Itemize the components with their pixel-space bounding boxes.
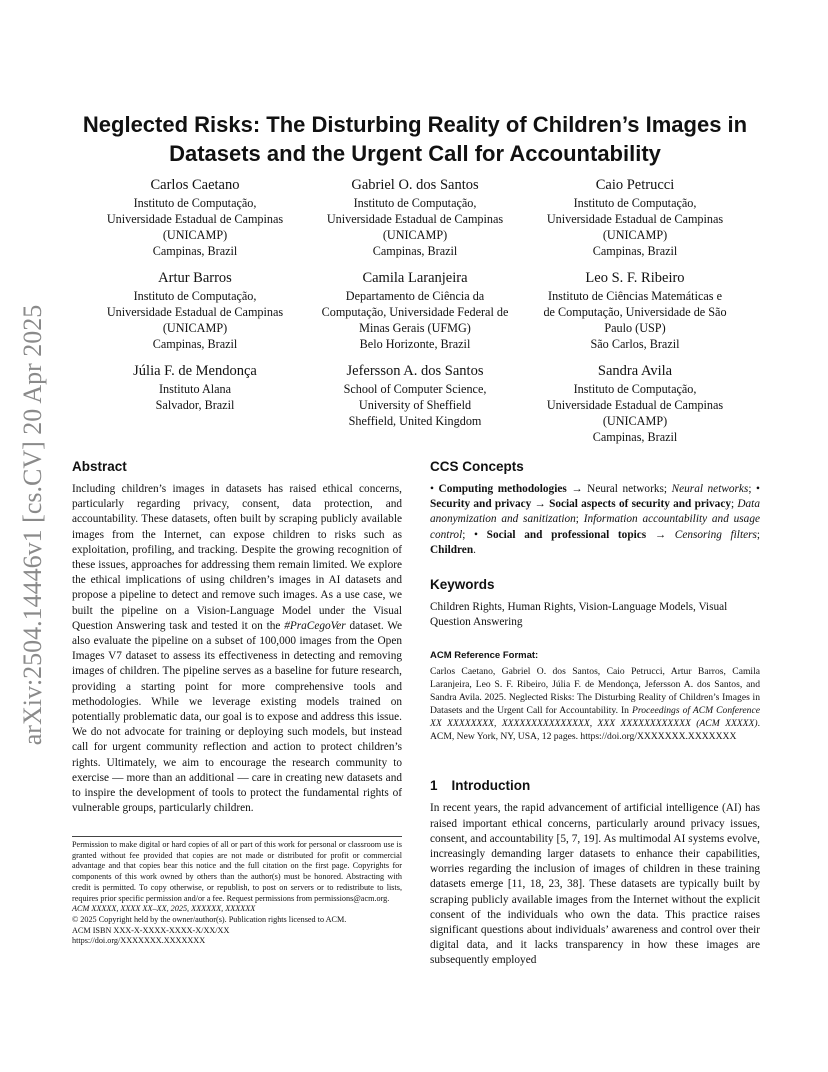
right-column: [430, 458, 760, 969]
author-card: [85, 269, 305, 352]
author-name: Artur Barros: [158, 270, 232, 286]
section-title: Introduction: [451, 778, 531, 794]
paper-title: Neglected Risks: The Disturbing Reality of Children’s Images in Datasets and the Urgent Call for Accountability: [82, 112, 748, 166]
author-affiliation: Instituto Alana Salvador, Brazil: [155, 382, 235, 412]
introduction-text: In recent years, the rapid advancement of artificial intelligence (AI) has raised important ethical concerns, particularly around privacy issues, consent, and accountability [5, 7, 19]. As multimodal AI systems evolve, increasingly demanding larger datasets to enhance their capabilities, worries regarding the inclusion of images of children in these training datasets emerge [11, 18, 23, 38]. These datasets are typically built by scraping publicly available images from the Internet without the explicit consent of the individuals who own the data. This practice raises significant questions about individuals’ awareness and control over their digital data, and it lacks transparency in how these images are subsequently employed: [430, 802, 760, 967]
arrow: →: [571, 483, 583, 495]
author-affiliation: Instituto de Computação, Universidade Estadual de Campinas (UNICAMP) Campinas, Brazil: [106, 196, 284, 258]
arrow: →: [654, 528, 667, 541]
keywords-block: [430, 576, 760, 630]
permission-footnote: [72, 836, 402, 947]
acm-reference-block: [430, 650, 760, 743]
author-name: Júlia F. de Mendonça: [133, 363, 257, 379]
abstract-text-part: Including children’s images in datasets has raised ethical concerns, particularly regarding privacy, consent, data protection, and accountability. These datasets, often built by scraping publicly available images from the Internet, can expose children to risks such as exploitation, profiling, and tracking. Despite the growing recognition of these issues, approaches for addressing them remain limited. We explore the ethical implications of using children’s images in AI datasets and propose a pipeline to detect and remove such images. As a use case, we built the pipeline on a Vision-Language Model under the Visual Question Answering task and tested it on the: [72, 483, 402, 632]
ccs-subconcept: Neural networks: [671, 483, 749, 495]
isbn-line: ACM ISBN XXX-X-XXXX-XXXX-X/XX/XX: [72, 925, 230, 935]
ccs-text: • Computing methodologies → Neural networks; Neural networks; • Security and privacy → Social aspects of security and privacy; Data anonymization and sanitization; Information accountability and usage control; • Social and professional topics → Censoring filters; Children.: [430, 483, 761, 556]
keywords-text: Children Rights, Human Rights, Vision-Language Models, Visual Question Answering: [430, 601, 728, 629]
ccs-subconcept: Data anonymization and sanitization: [430, 498, 760, 526]
author-card: [305, 269, 525, 352]
author-block: [85, 176, 745, 445]
ccs-concept: Security and privacy: [430, 498, 532, 511]
ccs-heading: CCS Concepts: [430, 459, 524, 474]
ccs-subconcept: Censoring filters: [674, 528, 757, 541]
acm-reference-part: . ACM, New York, NY, USA, 12 pages. https://doi.org/XXXXXXX.XXXXXXX: [430, 718, 760, 743]
copyright-line: © 2025 Copyright held by the owner/author(s). Publication rights licensed to ACM.: [72, 914, 347, 924]
author-card: [305, 176, 525, 259]
author-name: Caio Petrucci: [595, 177, 675, 193]
arxiv-stamp: [18, 285, 48, 765]
author-affiliation: School of Computer Science, University of Sheffield Sheffield, United Kingdom: [343, 382, 487, 428]
author-name: Gabriel O. dos Santos: [351, 177, 479, 193]
keywords-heading: Keywords: [430, 577, 495, 593]
ccs-concept: Social and professional topics: [486, 528, 647, 541]
author-card: [85, 362, 305, 445]
bullet: •: [474, 528, 478, 541]
section-number: 1: [430, 778, 438, 794]
abstract-text: [72, 482, 402, 816]
permission-text: Permission to make digital or hard copies of all or part of this work for personal or classroom use is granted without fee provided that copies are not made or distributed for profit or commercial advantage and that copies bear this notice and the full citation on the first page. Copyrights for components of this work owned by others than the author(s) must be honored. Abstracting with credit is permitted. To copy otherwise, or republish, to post on servers or to redistribute to lists, requires prior specific permission and/or a fee. Request permissions from permissions@acm.org.: [72, 840, 402, 903]
bullet: •: [756, 483, 760, 495]
introduction-heading: [430, 777, 760, 795]
arrow: →: [534, 498, 546, 511]
doi-line: https://doi.org/XXXXXXX.XXXXXXX: [72, 936, 206, 946]
abstract-heading: Abstract: [72, 459, 127, 474]
author-name: Jefersson A. dos Santos: [346, 363, 484, 379]
left-column: [72, 458, 402, 816]
author-name: Leo S. F. Ribeiro: [585, 270, 685, 286]
author-affiliation: Instituto de Computação, Universidade Estadual de Campinas (UNICAMP) Campinas, Brazil: [546, 196, 724, 258]
conference-line: ACM XXXXX, XXXX XX–XX, 2025, XXXXXX, XXXXXX: [72, 904, 256, 914]
abstract-text-part: dataset. We also evaluate the pipeline on a subset of 100,000 images from the Open Images V7 dataset to assess its effectiveness in detecting and removing images of children. The pipeline serves as a baseline for future research, providing a starting point for more comprehensive tools and methodologies. While we leverage existing models trained on potentially problematic data, our goal is to expose and address this issue. We do not advocate for training or deploying such models, but instead call for urgent community reflection and action to protect children’s rights. Ultimately, we aim to encourage the research community to exercise — more than an additional — care in creating new datasets and to inspire the development of tools to protect the fundamental rights of vulnerable groups, particularly children.: [72, 619, 402, 815]
acm-reference-venue: Proceedings of ACM Conference XX XXXXXXXX, XXXXXXXXXXXXXXX, XXX XXXXXXXXXXXX (ACM XXXXX): [430, 705, 760, 730]
author-name: Sandra Avila: [597, 363, 673, 379]
author-name: Carlos Caetano: [150, 177, 240, 193]
acm-reference-text: [430, 665, 760, 743]
bullet: •: [430, 483, 434, 495]
author-name: Camila Laranjeira: [362, 270, 468, 286]
dataset-name: #PraCegoVer: [284, 619, 346, 632]
author-affiliation: Departamento de Ciência da Computação, Universidade Federal de Minas Gerais (UFMG) Belo Horizonte, Brazil: [321, 289, 509, 351]
author-card: [85, 176, 305, 259]
author-affiliation: Instituto de Ciências Matemáticas e de Computação, Universidade de São Paulo (USP) São Carlos, Brazil: [543, 289, 727, 351]
author-affiliation: Instituto de Computação, Universidade Estadual de Campinas (UNICAMP) Campinas, Brazil: [326, 196, 504, 258]
introduction-section: [430, 777, 760, 968]
ccs-subconcept: Information accountability and usage control: [430, 513, 760, 541]
ccs-concept: Computing methodologies: [438, 483, 567, 495]
arxiv-stamp-text: arXiv:2504.14446v1 [cs.CV] 20 Apr 2025: [18, 304, 47, 746]
author-card: [525, 362, 745, 445]
author-affiliation: Instituto de Computação, Universidade Estadual de Campinas (UNICAMP) Campinas, Brazil: [106, 289, 284, 351]
ccs-subconcept: Children: [430, 543, 474, 556]
author-affiliation: Instituto de Computação, Universidade Estadual de Campinas (UNICAMP) Campinas, Brazil: [546, 382, 724, 444]
author-card: [305, 362, 525, 445]
ccs-subconcept: Social aspects of security and privacy: [549, 498, 731, 511]
acm-reference-heading: ACM Reference Format:: [430, 650, 539, 662]
ccs-subconcept: Neural networks;: [587, 483, 668, 495]
author-card: [525, 176, 745, 259]
acm-reference-part: Carlos Caetano, Gabriel O. dos Santos, Caio Petrucci, Artur Barros, Camila Laranjeira, Leo S. F. Ribeiro, Júlia F. de Mendonça, Jefersson A. dos Santos, and Sandra Avila. 2025. Neglected Risks: The Disturbing Reality of Children’s Images in Datasets and the Urgent Call for Accountability. In: [430, 666, 760, 717]
author-card: [525, 269, 745, 352]
